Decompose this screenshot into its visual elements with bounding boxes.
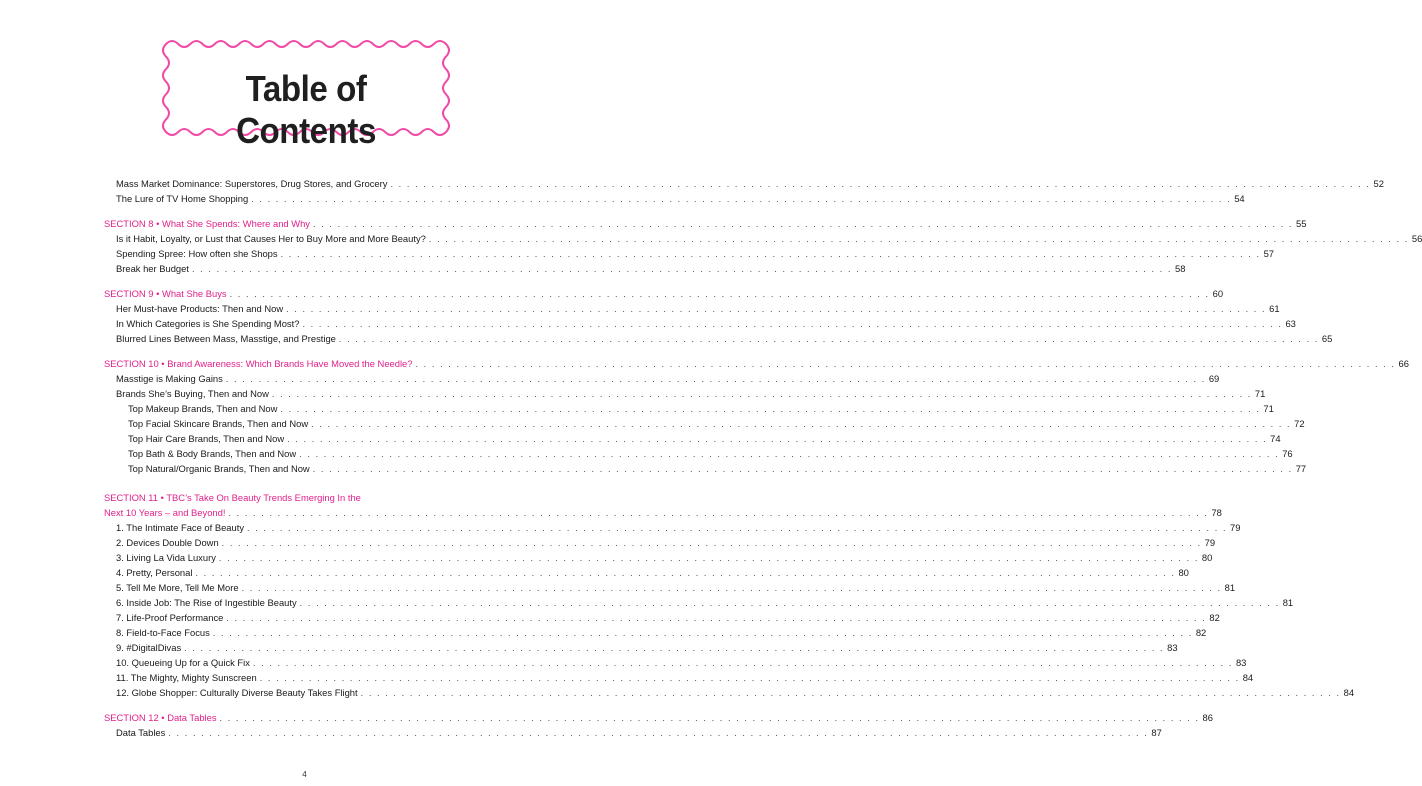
toc-entry-page: 81 (1282, 597, 1294, 608)
dot-leader: . . . . . . . . . . . . . . . . . . . . . . . . . . . . . . . . . . . . . . . . . . . . . . . . . . . . . . . . . . . . . . . . . . . . . . . . . . . . . . . . . . . . . . . . . . . . . . . . . . . . . . . . . . . . . . . . . . . . . . . . (191, 264, 1172, 274)
toc-entry-page: 69 (1208, 373, 1220, 384)
toc-entry-page: 76 (1282, 448, 1293, 459)
toc-entry-page: 66 (1398, 358, 1409, 369)
dot-leader: . . . . . . . . . . . . . . . . . . . . . . . . . . . . . . . . . . . . . . . . . . . . . . . . . . . . . . . . . . . . . . . . . . . . . . . . . . . . . . . . . . . . . . . . . . . . . . . . . . . . . . . . . . . . . . . . . . . . . . . . (219, 713, 1200, 723)
toc-entry-label: Masstige is Making Gains (116, 373, 223, 384)
dot-leader: . . . . . . . . . . . . . . . . . . . . . . . . . . . . . . . . . . . . . . . . . . . . . . . . . . . . . . . . . . . . . . . . . . . . . . . . . . . . . . . . . . . . . . . . . . . . . . . . . . . . . . . . . . . . . . . . . . . . . . . . (311, 419, 1292, 429)
toc-entry[interactable] (104, 261, 1186, 276)
toc-entry[interactable] (104, 520, 1241, 535)
dot-leader: . . . . . . . . . . . . . . . . . . . . . . . . . . . . . . . . . . . . . . . . . . . . . . . . . . . . . . . . . . . . . . . . . . . . . . . . . . . . . . . . . . . . . . . . . . . . . . . . . . . . . . . . . . . . . . . . . . . . . . . . (271, 389, 1252, 399)
toc-entry-label: Next 10 Years – and Beyond! (104, 507, 226, 518)
toc-entry-label: SECTION 9 • What She Buys (104, 288, 227, 299)
toc-entry-label: 1. The Intimate Face of Beauty (116, 522, 245, 533)
toc-entry[interactable] (104, 316, 1296, 331)
toc-entry-label: Top Bath & Body Brands, Then and Now (128, 448, 297, 459)
toc-entry[interactable] (104, 446, 1293, 461)
toc-section-entry[interactable] (104, 710, 1213, 725)
toc-entry-label: The Lure of TV Home Shopping (116, 193, 249, 204)
dot-leader: . . . . . . . . . . . . . . . . . . . . . . . . . . . . . . . . . . . . . . . . . . . . . . . . . . . . . . . . . . . . . . . . . . . . . . . . . . . . . . . . . . . . . . . . . . . . . . . . . . . . . . . . . . . . . . . . . . . . . . . . (390, 179, 1371, 189)
toc-entry[interactable] (104, 565, 1189, 580)
dot-leader: . . . . . . . . . . . . . . . . . . . . . . . . . . . . . . . . . . . . . . . . . . . . . . . . . . . . . . . . . . . . . . . . . . . . . . . . . . . . . . . . . . . . . . . . . . . . . . . . . . . . . . . . . . . . . . . . . . . . . . . . (168, 728, 1149, 738)
toc-entry[interactable] (104, 625, 1207, 640)
toc-entry-label: Top Facial Skincare Brands, Then and Now (128, 418, 309, 429)
dot-leader: . . . . . . . . . . . . . . . . . . . . . . . . . . . . . . . . . . . . . . . . . . . . . . . . . . . . . . . . . . . . . . . . . . . . . . . . . . . . . . . . . . . . . . . . . . . . . . . . . . . . . . . . . . . . . . . . . . . . . . . . (218, 553, 1199, 563)
dot-leader: . . . . . . . . . . . . . . . . . . . . . . . . . . . . . . . . . . . . . . . . . . . . . . . . . . . . . . . . . . . . . . . . . . . . . . . . . . . . . . . . . . . . . . . . . . . . . . . . . . . . . . . . . . . . . . . . . . . . . . . . (299, 598, 1280, 608)
toc-entry-page: 87 (1151, 727, 1162, 738)
dot-leader: . . . . . . . . . . . . . . . . . . . . . . . . . . . . . . . . . . . . . . . . . . . . . . . . . . . . . . . . . . . . . . . . . . . . . . . . . . . . . . . . . . . . . . . . . . . . . . . . . . . . . . . . . . . . . . . . . . . . . . . . (184, 643, 1165, 653)
toc-entry-page: 80 (1178, 567, 1189, 578)
toc-entry-label: Brands She’s Buying, Then and Now (116, 388, 269, 399)
toc-entry-page: 84 (1242, 672, 1254, 683)
toc-entry-page: 79 (1230, 522, 1241, 533)
toc-entry[interactable] (104, 331, 1333, 346)
toc-entry-page: 65 (1321, 333, 1333, 344)
toc-entry-label: 10. Queueing Up for a Quick Fix (116, 657, 250, 668)
dot-leader: . . . . . . . . . . . . . . . . . . . . . . . . . . . . . . . . . . . . . . . . . . . . . . . . . . . . . . . . . . . . . . . . . . . . . . . . . . . . . . . . . . . . . . . . . . . . . . . . . . . . . . . . . . . . . . . . . . . . . . . . (286, 304, 1267, 314)
toc-entry-page: 79 (1204, 537, 1216, 548)
toc-entry[interactable] (104, 301, 1280, 316)
toc-entry-page: 63 (1285, 318, 1296, 329)
toc-entry-label: SECTION 11 • TBC’s Take On Beauty Trends Emerging In the (104, 492, 361, 503)
dot-leader: . . . . . . . . . . . . . . . . . . . . . . . . . . . . . . . . . . . . . . . . . . . . . . . . . . . . . . . . . . . . . . . . . . . . . . . . . . . . . . . . . . . . . . . . . . . . . . . . . . . . . . . . . . . . . . . . . . . . . . . . (287, 434, 1268, 444)
toc-entry-page: 52 (1373, 178, 1384, 189)
section-gap (104, 476, 518, 490)
toc-section-entry[interactable] (104, 356, 1409, 371)
toc-entry-label: Top Hair Care Brands, Then and Now (128, 433, 285, 444)
toc-entry-label: 12. Globe Shopper: Culturally Diverse Beauty Takes Flight (116, 687, 358, 698)
toc-section-entry[interactable] (104, 286, 1224, 301)
toc-entry-label: SECTION 12 • Data Tables (104, 712, 217, 723)
toc-entry-page: 83 (1235, 657, 1247, 668)
toc-entry-page: 84 (1343, 687, 1355, 698)
dot-leader: . . . . . . . . . . . . . . . . . . . . . . . . . . . . . . . . . . . . . . . . . . . . . . . . . . . . . . . . . . . . . . . . . . . . . . . . . . . . . . . . . . . . . . . . . . . . . . . . . . . . . . . . . . . . . . . . . . . . . . . . (225, 374, 1206, 384)
dot-leader: . . . . . . . . . . . . . . . . . . . . . . . . . . . . . . . . . . . . . . . . . . . . . . . . . . . . . . . . . . . . . . . . . . . . . . . . . . . . . . . . . . . . . . . . . . . . . . . . . . . . . . . . . . . . . . . . . . . . . . . . (241, 583, 1222, 593)
toc-entry-page: 58 (1174, 263, 1186, 274)
toc-entry-label: Top Natural/Organic Brands, Then and Now (128, 463, 310, 474)
dot-leader: . . . . . . . . . . . . . . . . . . . . . . . . . . . . . . . . . . . . . . . . . . . . . . . . . . . . . . . . . . . . . . . . . . . . . . . . . . . . . . . . . . . . . . . . . . . . . . . . . . . . . . . . . . . . . . . . . . . . . . . . (259, 673, 1240, 683)
toc-entry-label: Spending Spree: How often she Shops (116, 248, 278, 259)
toc-entry-label: Blurred Lines Between Mass, Masstige, and Prestige (116, 333, 336, 344)
toc-entry-page: 74 (1270, 433, 1281, 444)
toc-entry-page: 82 (1195, 627, 1207, 638)
toc-entry[interactable] (104, 416, 1305, 431)
toc-section-entry[interactable] (104, 490, 518, 505)
toc-entry[interactable] (104, 550, 1213, 565)
section-gap (104, 346, 518, 356)
toc-entry-label: Break her Budget (116, 263, 189, 274)
toc-entry-page: 57 (1263, 248, 1275, 259)
toc-entry-page: 78 (1211, 507, 1222, 518)
toc-entry-page: 54 (1234, 193, 1245, 204)
dot-leader: . . . . . . . . . . . . . . . . . . . . . . . . . . . . . . . . . . . . . . . . . . . . . . . . . . . . . . . . . . . . . . . . . . . . . . . . . . . . . . . . . . . . . . . . . . . . . . . . . . . . . . . . . . . . . . . . . . . . . . . . (226, 613, 1207, 623)
toc-entry-page: 61 (1269, 303, 1280, 314)
section-gap (104, 276, 518, 286)
page-number: 4 (302, 770, 307, 779)
toc-entry-label: SECTION 10 • Brand Awareness: Which Brands Have Moved the Needle? (104, 358, 413, 369)
toc-entry-label: Her Must-have Products: Then and Now (116, 303, 284, 314)
toc-entry-label: 4. Pretty, Personal (116, 567, 193, 578)
toc-entry-label: 9. #DigitalDivas (116, 642, 182, 653)
page-title: Table of Contents (236, 68, 376, 151)
dot-leader: . . . . . . . . . . . . . . . . . . . . . . . . . . . . . . . . . . . . . . . . . . . . . . . . . . . . . . . . . . . . . . . . . . . . . . . . . . . . . . . . . . . . . . . . . . . . . . . . . . . . . . . . . . . . . . . . . . . . . . . . (302, 319, 1283, 329)
dot-leader: . . . . . . . . . . . . . . . . . . . . . . . . . . . . . . . . . . . . . . . . . . . . . . . . . . . . . . . . . . . . . . . . . . . . . . . . . . . . . . . . . . . . . . . . . . . . . . . . . . . . . . . . . . . . . . . . . . . . . . . . (415, 359, 1396, 369)
toc-entry[interactable] (104, 725, 1162, 740)
toc-entry[interactable] (104, 461, 1307, 476)
dot-leader: . . . . . . . . . . . . . . . . . . . . . . . . . . . . . . . . . . . . . . . . . . . . . . . . . . . . . . . . . . . . . . . . . . . . . . . . . . . . . . . . . . . . . . . . . . . . . . . . . . . . . . . . . . . . . . . . . . . . . . . . (312, 219, 1293, 229)
dot-leader: . . . . . . . . . . . . . . . . . . . . . . . . . . . . . . . . . . . . . . . . . . . . . . . . . . . . . . . . . . . . . . . . . . . . . . . . . . . . . . . . . . . . . . . . . . . . . . . . . . . . . . . . . . . . . . . . . . . . . . . . (312, 464, 1293, 474)
toc-entry[interactable] (104, 401, 1274, 416)
dot-leader: . . . . . . . . . . . . . . . . . . . . . . . . . . . . . . . . . . . . . . . . . . . . . . . . . . . . . . . . . . . . . . . . . . . . . . . . . . . . . . . . . . . . . . . . . . . . . . . . . . . . . . . . . . . . . . . . . . . . . . . . (221, 538, 1202, 548)
dot-leader: . . . . . . . . . . . . . . . . . . . . . . . . . . . . . . . . . . . . . . . . . . . . . . . . . . . . . . . . . . . . . . . . . . . . . . . . . . . . . . . . . . . . . . . . . . . . . . . . . . . . . . . . . . . . . . . . . . . . . . . . (251, 194, 1232, 204)
table-of-contents (104, 176, 1422, 740)
toc-entry-page: 71 (1254, 388, 1266, 399)
toc-entry-label: 2. Devices Double Down (116, 537, 219, 548)
toc-entry-label: Is it Habit, Loyalty, or Lust that Causes Her to Buy More and More Beauty? (116, 233, 426, 244)
toc-entry-page: 72 (1294, 418, 1305, 429)
dot-leader: . . . . . . . . . . . . . . . . . . . . . . . . . . . . . . . . . . . . . . . . . . . . . . . . . . . . . . . . . . . . . . . . . . . . . . . . . . . . . . . . . . . . . . . . . . . . . . . . . . . . . . . . . . . . . . . . . . . . . . . . (280, 249, 1261, 259)
toc-entry[interactable] (104, 655, 1247, 670)
title-box (160, 38, 452, 151)
toc-entry[interactable] (104, 431, 1281, 446)
toc-entry-page: 83 (1167, 642, 1178, 653)
toc-entry-label: In Which Categories is She Spending Most? (116, 318, 300, 329)
toc-entry[interactable] (104, 176, 1384, 191)
dot-leader: . . . . . . . . . . . . . . . . . . . . . . . . . . . . . . . . . . . . . . . . . . . . . . . . . . . . . . . . . . . . . . . . . . . . . . . . . . . . . . . . . . . . . . . . . . . . . . . . . . . . . . . . . . . . . . . . . . . . . . . . (428, 234, 1409, 244)
toc-entry[interactable] (104, 685, 1355, 700)
toc-entry-page: 77 (1295, 463, 1307, 474)
toc-entry-label: Mass Market Dominance: Superstores, Drug Stores, and Grocery (116, 178, 388, 189)
dot-leader: . . . . . . . . . . . . . . . . . . . . . . . . . . . . . . . . . . . . . . . . . . . . . . . . . . . . . . . . . . . . . . . . . . . . . . . . . . . . . . . . . . . . . . . . . . . . . . . . . . . . . . . . . . . . . . . . . . . . . . . . (252, 658, 1233, 668)
dot-leader: . . . . . . . . . . . . . . . . . . . . . . . . . . . . . . . . . . . . . . . . . . . . . . . . . . . . . . . . . . . . . . . . . . . . . . . . . . . . . . . . . . . . . . . . . . . . . . . . . . . . . . . . . . . . . . . . . . . . . . . . (299, 449, 1280, 459)
toc-entry-page: 86 (1202, 712, 1213, 723)
dot-leader: . . . . . . . . . . . . . . . . . . . . . . . . . . . . . . . . . . . . . . . . . . . . . . . . . . . . . . . . . . . . . . . . . . . . . . . . . . . . . . . . . . . . . . . . . . . . . . . . . . . . . . . . . . . . . . . . . . . . . . . . (247, 523, 1228, 533)
toc-entry-page: 60 (1212, 288, 1224, 299)
dot-leader: . . . . . . . . . . . . . . . . . . . . . . . . . . . . . . . . . . . . . . . . . . . . . . . . . . . . . . . . . . . . . . . . . . . . . . . . . . . . . . . . . . . . . . . . . . . . . . . . . . . . . . . . . . . . . . . . . . . . . . . . (195, 568, 1176, 578)
toc-entry-label: SECTION 8 • What She Spends: Where and Why (104, 218, 310, 229)
toc-entry-page: 56 (1411, 233, 1422, 244)
toc-entry[interactable] (104, 191, 1245, 206)
toc-entry[interactable] (104, 610, 1220, 625)
toc-section-entry[interactable] (104, 216, 1307, 231)
dot-leader: . . . . . . . . . . . . . . . . . . . . . . . . . . . . . . . . . . . . . . . . . . . . . . . . . . . . . . . . . . . . . . . . . . . . . . . . . . . . . . . . . . . . . . . . . . . . . . . . . . . . . . . . . . . . . . . . . . . . . . . . (229, 289, 1210, 299)
toc-entry-label: 8. Field-to-Face Focus (116, 627, 210, 638)
dot-leader: . . . . . . . . . . . . . . . . . . . . . . . . . . . . . . . . . . . . . . . . . . . . . . . . . . . . . . . . . . . . . . . . . . . . . . . . . . . . . . . . . . . . . . . . . . . . . . . . . . . . . . . . . . . . . . . . . . . . . . . . (212, 628, 1193, 638)
toc-entry-label: 7. Life-Proof Performance (116, 612, 224, 623)
dot-leader: . . . . . . . . . . . . . . . . . . . . . . . . . . . . . . . . . . . . . . . . . . . . . . . . . . . . . . . . . . . . . . . . . . . . . . . . . . . . . . . . . . . . . . . . . . . . . . . . . . . . . . . . . . . . . . . . . . . . . . . . (338, 334, 1319, 344)
toc-entry-page: 82 (1209, 612, 1220, 623)
toc-entry-label: 6. Inside Job: The Rise of Ingestible Beauty (116, 597, 297, 608)
toc-entry[interactable] (104, 371, 1220, 386)
toc-entry-page: 71 (1263, 403, 1274, 414)
section-gap (104, 700, 518, 710)
toc-entry[interactable] (104, 640, 1178, 655)
toc-entry[interactable] (104, 595, 1294, 610)
toc-entry-page: 55 (1296, 218, 1307, 229)
toc-entry[interactable] (104, 580, 1236, 595)
toc-entry-page: 81 (1224, 582, 1236, 593)
toc-section-entry[interactable] (104, 505, 1222, 520)
section-gap (104, 206, 518, 216)
toc-entry-label: 5. Tell Me More, Tell Me More (116, 582, 239, 593)
toc-entry-label: Data Tables (116, 727, 166, 738)
toc-entry-label: 11. The Mighty, Mighty Sunscreen (116, 672, 257, 683)
toc-entry-label: Top Makeup Brands, Then and Now (128, 403, 278, 414)
dot-leader: . . . . . . . . . . . . . . . . . . . . . . . . . . . . . . . . . . . . . . . . . . . . . . . . . . . . . . . . . . . . . . . . . . . . . . . . . . . . . . . . . . . . . . . . . . . . . . . . . . . . . . . . . . . . . . . . . . . . . . . . (280, 404, 1261, 414)
toc-entry[interactable] (104, 535, 1216, 550)
toc-entry[interactable] (104, 231, 1422, 246)
toc-entry[interactable] (104, 246, 1275, 261)
toc-entry[interactable] (104, 670, 1254, 685)
toc-entry[interactable] (104, 386, 1266, 401)
dot-leader: . . . . . . . . . . . . . . . . . . . . . . . . . . . . . . . . . . . . . . . . . . . . . . . . . . . . . . . . . . . . . . . . . . . . . . . . . . . . . . . . . . . . . . . . . . . . . . . . . . . . . . . . . . . . . . . . . . . . . . . . (360, 688, 1341, 698)
toc-entry-label: 3. Living La Vida Luxury (116, 552, 216, 563)
toc-entry-page: 80 (1201, 552, 1213, 563)
dot-leader: . . . . . . . . . . . . . . . . . . . . . . . . . . . . . . . . . . . . . . . . . . . . . . . . . . . . . . . . . . . . . . . . . . . . . . . . . . . . . . . . . . . . . . . . . . . . . . . . . . . . . . . . . . . . . . . . . . . . . . . . (228, 508, 1209, 518)
